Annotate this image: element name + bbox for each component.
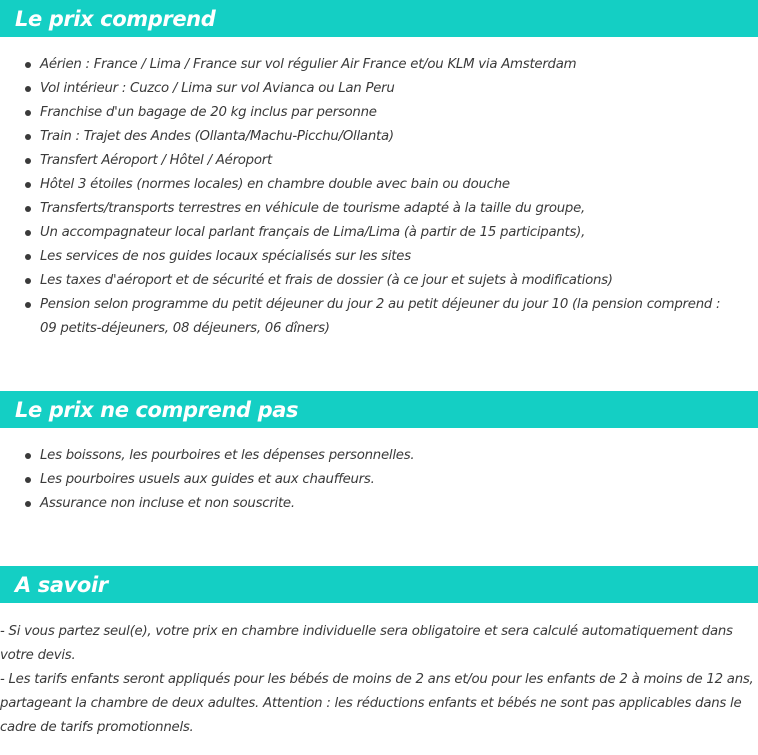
- included-list: [0, 53, 758, 341]
- list-item: Les pourboires usuels aux guides et aux chauffeurs.: [0, 468, 758, 492]
- excluded-section-header: [0, 391, 758, 428]
- bullet-icon: [25, 302, 31, 308]
- bullet-icon: [25, 86, 31, 92]
- included-section-title: Le prix comprend: [15, 6, 216, 31]
- bullet-icon: [25, 134, 31, 140]
- bullet-icon: [25, 158, 31, 164]
- bullet-icon: [25, 230, 31, 236]
- list-item: Franchise d'un bagage de 20 kg inclus par personne: [0, 101, 758, 125]
- bullet-icon: [25, 477, 31, 483]
- list-item: Les taxes d'aéroport et de sécurité et frais de dossier (à ce jour et sujets à modifications): [0, 269, 758, 293]
- included-section-header: [0, 0, 758, 37]
- info-paragraph: - Les tarifs enfants seront appliqués pour les bébés de moins de 2 ans et/ou pour les enfants de 2 à moins de 12 ans, partageant la chambre de deux adultes. Attention : les réductions enfants et bébés ne sont pas applicables dans le cadre de tarifs promotionnels.: [0, 672, 754, 735]
- bullet-icon: [25, 62, 31, 68]
- info-section-header: [0, 566, 758, 603]
- info-section-title: A savoir: [15, 572, 108, 597]
- included-section: [0, 0, 758, 341]
- list-item: Aérien : France / Lima / France sur vol régulier Air France et/ou KLM via Amsterdam: [0, 53, 758, 77]
- list-item: Un accompagnateur local parlant français de Lima/Lima (à partir de 15 participants),: [0, 221, 758, 245]
- info-paragraph: - Si vous partez seul(e), votre prix en chambre individuelle sera obligatoire et sera calculé automatiquement dans votre devis.: [0, 624, 733, 663]
- list-item: Assurance non incluse et non souscrite.: [0, 492, 758, 516]
- bullet-icon: [25, 501, 31, 507]
- bullet-icon: [25, 453, 31, 459]
- bullet-icon: [25, 254, 31, 260]
- list-item: Les boissons, les pourboires et les dépenses personnelles.: [0, 444, 758, 468]
- list-item: Transferts/transports terrestres en véhicule de tourisme adapté à la taille du groupe,: [0, 197, 758, 221]
- excluded-section-title: Le prix ne comprend pas: [15, 397, 299, 422]
- bullet-icon: [25, 182, 31, 188]
- excluded-list: [0, 444, 758, 516]
- bullet-icon: [25, 110, 31, 116]
- bullet-icon: [25, 278, 31, 284]
- list-item: Vol intérieur : Cuzco / Lima sur vol Avianca ou Lan Peru: [0, 77, 758, 101]
- list-item: Les services de nos guides locaux spécialisés sur les sites: [0, 245, 758, 269]
- list-item: Pension selon programme du petit déjeuner du jour 2 au petit déjeuner du jour 10 (la pension comprend : 09 petits-déjeuners, 08 déjeuners, 06 dîners): [0, 293, 758, 341]
- info-text: [0, 620, 758, 740]
- list-item: Transfert Aéroport / Hôtel / Aéroport: [0, 149, 758, 173]
- excluded-section: [0, 391, 758, 516]
- bullet-icon: [25, 206, 31, 212]
- list-item: Hôtel 3 étoiles (normes locales) en chambre double avec bain ou douche: [0, 173, 758, 197]
- info-section: [0, 566, 758, 740]
- list-item: Train : Trajet des Andes (Ollanta/Machu-Picchu/Ollanta): [0, 125, 758, 149]
